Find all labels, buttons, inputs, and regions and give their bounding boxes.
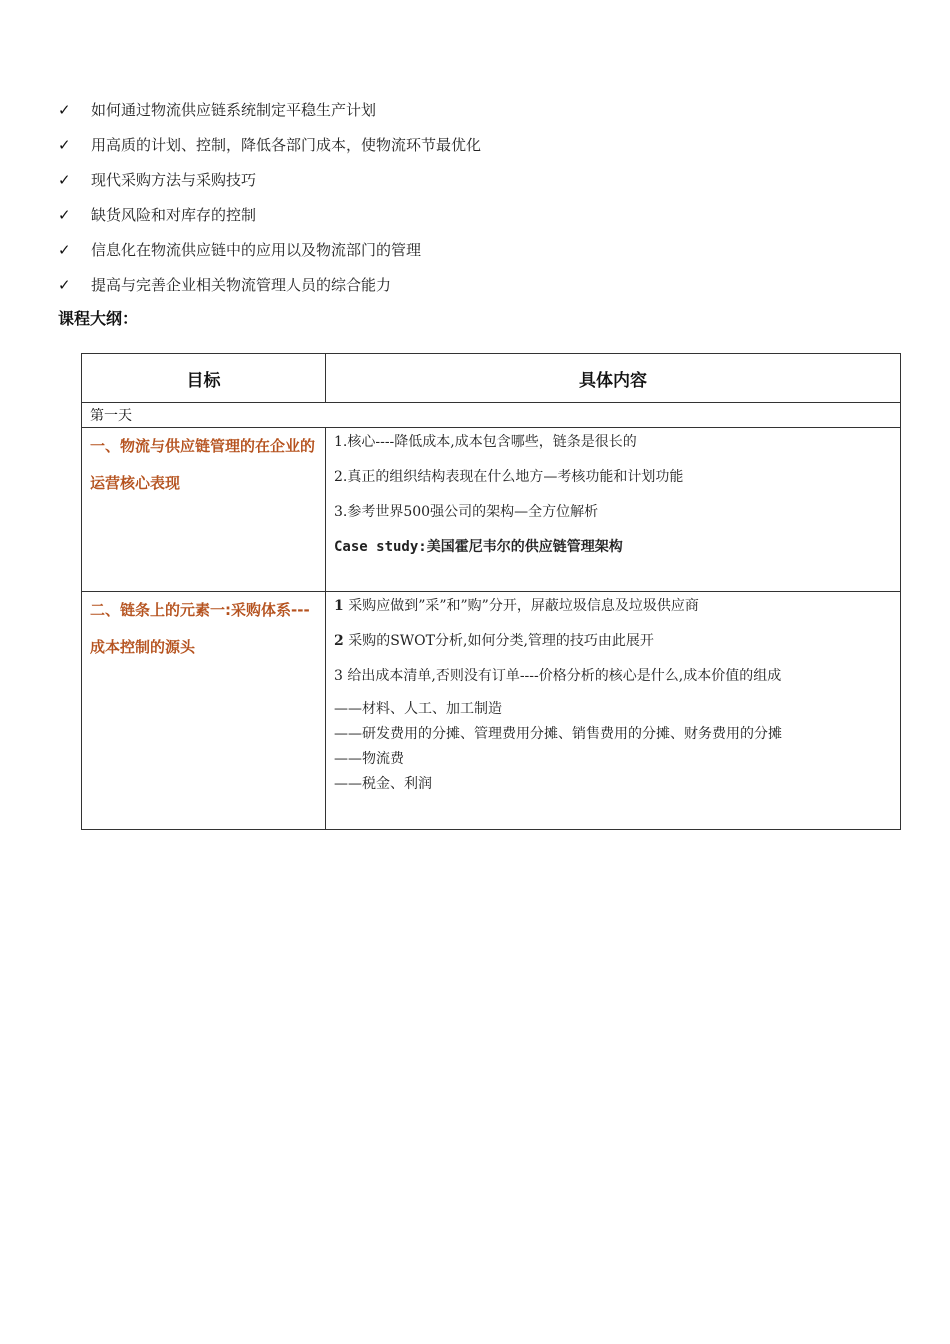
list-item <box>58 267 481 302</box>
item-number: 1 <box>334 598 344 614</box>
list-item <box>58 232 481 267</box>
check-icon: ✓ <box>58 135 71 154</box>
list-item-text: 用高质的计划、控制，降低各部门成本，使物流环节最优化 <box>91 136 482 154</box>
list-item-text: 缺货风险和对库存的控制 <box>91 206 257 224</box>
header-content: 具体内容 <box>326 354 901 403</box>
check-icon: ✓ <box>58 240 71 259</box>
day-row <box>82 403 901 428</box>
content-cell <box>326 428 901 592</box>
list-item-text: 现代采购方法与采购技巧 <box>91 171 257 189</box>
sub-item: ——物流费 <box>334 751 404 767</box>
content-line <box>334 592 892 627</box>
sub-item: ——税金、利润 <box>334 776 432 792</box>
content-line: 2.真正的组织结构表现在什么地方—考核功能和计划功能 <box>334 469 684 485</box>
course-outline-table <box>81 353 901 830</box>
check-icon: ✓ <box>58 100 71 119</box>
list-item <box>58 92 481 127</box>
list-item <box>58 127 481 162</box>
list-item-text: 提高与完善企业相关物流管理人员的综合能力 <box>91 276 392 294</box>
content-cell <box>326 592 901 830</box>
section-heading: 课程大纲： <box>58 309 139 328</box>
item-number: 2 <box>334 633 344 649</box>
item-number: 3 <box>334 668 343 684</box>
content-line <box>334 627 892 662</box>
content-line <box>334 662 892 697</box>
item-text: 采购应做到”采”和”购”分开，屏蔽垃圾信息及垃圾供应商 <box>343 598 699 614</box>
goal-cell: 一、物流与供应链管理的在企业的运营核心表现 <box>82 428 326 592</box>
table-row <box>82 592 901 830</box>
item-text: 采购的SWOT分析,如何分类,管理的技巧由此展开 <box>343 633 654 649</box>
list-item-text: 如何通过物流供应链系统制定平稳生产计划 <box>91 101 377 119</box>
check-icon: ✓ <box>58 170 71 189</box>
list-item <box>58 162 481 197</box>
goal-cell: 二、链条上的元素一:采购体系---成本控制的源头 <box>82 592 326 830</box>
check-icon: ✓ <box>58 275 71 294</box>
objective-list <box>58 92 481 302</box>
check-icon: ✓ <box>58 205 71 224</box>
table-header-row <box>82 354 901 403</box>
content-line: 1.核心----降低成本,成本包含哪些，链条是很长的 <box>334 434 637 450</box>
sub-item: ——研发费用的分摊、管理费用分摊、销售费用的分摊、财务费用的分摊 <box>334 726 782 742</box>
list-item-text: 信息化在物流供应链中的应用以及物流部门的管理 <box>91 241 422 259</box>
case-study-line: Case study:美国霍尼韦尔的供应链管理架构 <box>334 539 623 555</box>
header-goal: 目标 <box>82 354 326 403</box>
day-label: 第一天 <box>82 403 901 428</box>
table-row <box>82 428 901 592</box>
content-line: 3.参考世界500强公司的架构—全方位解析 <box>334 504 599 520</box>
item-text: 给出成本清单,否则没有订单----价格分析的核心是什么,成本价值的组成 <box>342 668 782 684</box>
sub-item: ——材料、人工、加工制造 <box>334 701 502 717</box>
list-item <box>58 197 481 232</box>
